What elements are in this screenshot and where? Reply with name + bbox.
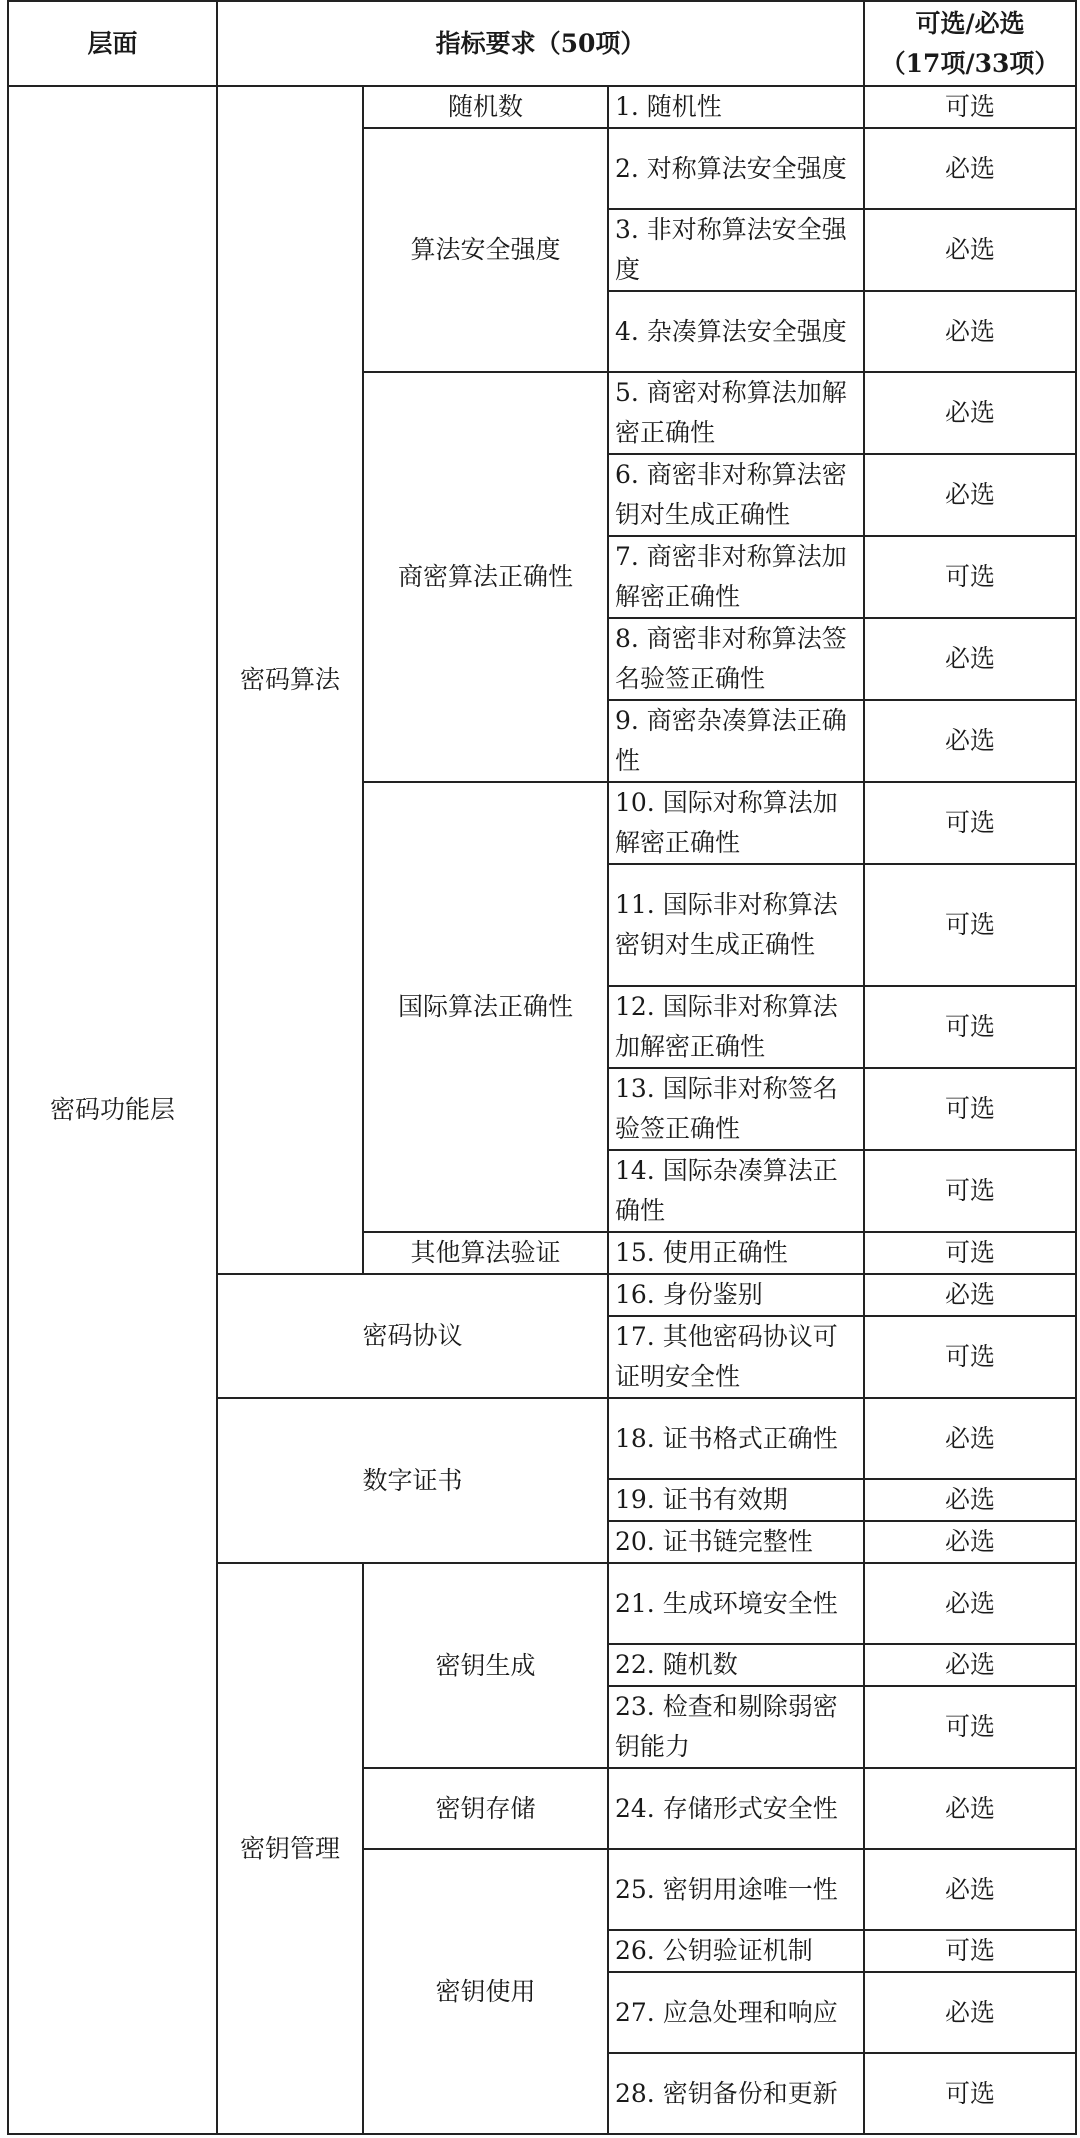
- subcategory-cell: 密钥使用: [363, 1849, 608, 2134]
- subcategory-cell: 国际算法正确性: [363, 782, 608, 1232]
- requirement-cell: 可选: [864, 2053, 1076, 2134]
- item-cell: 15. 使用正确性: [608, 1232, 864, 1274]
- requirement-cell: 可选: [864, 86, 1076, 128]
- item-cell: 14. 国际杂凑算法正确性: [608, 1150, 864, 1232]
- item-cell: 11. 国际非对称算法密钥对生成正确性: [608, 864, 864, 986]
- category-cell: 密钥管理: [217, 1563, 363, 2134]
- requirement-cell: 必选: [864, 1768, 1076, 1849]
- header-optional: [864, 1, 1076, 86]
- requirement-cell: 可选: [864, 1930, 1076, 1972]
- item-cell: 2. 对称算法安全强度: [608, 128, 864, 209]
- requirement-cell: 可选: [864, 1150, 1076, 1232]
- header-optional-line1: 可选/必选: [915, 8, 1025, 38]
- requirement-cell: 必选: [864, 372, 1076, 454]
- requirement-cell: 可选: [864, 1232, 1076, 1274]
- requirement-cell: 必选: [864, 700, 1076, 782]
- requirement-cell: 可选: [864, 1686, 1076, 1768]
- requirement-cell: 必选: [864, 1479, 1076, 1521]
- item-cell: 28. 密钥备份和更新: [608, 2053, 864, 2134]
- requirement-cell: 必选: [864, 1274, 1076, 1316]
- requirement-cell: 必选: [864, 1521, 1076, 1563]
- requirement-cell: 必选: [864, 1849, 1076, 1930]
- requirement-cell: 可选: [864, 864, 1076, 986]
- item-cell: 16. 身份鉴别: [608, 1274, 864, 1316]
- item-cell: 20. 证书链完整性: [608, 1521, 864, 1563]
- requirement-cell: 必选: [864, 128, 1076, 209]
- requirement-cell: 必选: [864, 1398, 1076, 1479]
- header-optional-line2: （17项/33项）: [880, 48, 1060, 78]
- item-cell: 23. 检查和剔除弱密钥能力: [608, 1686, 864, 1768]
- item-cell: 10. 国际对称算法加解密正确性: [608, 782, 864, 864]
- subcategory-cell: 商密算法正确性: [363, 372, 608, 782]
- item-cell: 6. 商密非对称算法密钥对生成正确性: [608, 454, 864, 536]
- requirement-cell: 可选: [864, 536, 1076, 618]
- item-cell: 25. 密钥用途唯一性: [608, 1849, 864, 1930]
- item-cell: 27. 应急处理和响应: [608, 1972, 864, 2053]
- category-cell: 密码协议: [217, 1274, 608, 1398]
- requirement-cell: 必选: [864, 291, 1076, 372]
- layer-cell: 密码功能层: [8, 86, 217, 2134]
- requirement-cell: 可选: [864, 986, 1076, 1068]
- requirement-cell: 必选: [864, 209, 1076, 291]
- header-layer: 层面: [8, 1, 217, 86]
- item-cell: 1. 随机性: [608, 86, 864, 128]
- item-cell: 4. 杂凑算法安全强度: [608, 291, 864, 372]
- item-cell: 21. 生成环境安全性: [608, 1563, 864, 1644]
- item-cell: 19. 证书有效期: [608, 1479, 864, 1521]
- indicator-table: [7, 0, 1077, 2135]
- subcategory-cell: 算法安全强度: [363, 128, 608, 372]
- item-cell: 18. 证书格式正确性: [608, 1398, 864, 1479]
- item-cell: 24. 存储形式安全性: [608, 1768, 864, 1849]
- item-cell: 26. 公钥验证机制: [608, 1930, 864, 1972]
- item-cell: 17. 其他密码协议可证明安全性: [608, 1316, 864, 1398]
- table-header-row: [8, 1, 1076, 86]
- header-indicator: 指标要求（50项）: [217, 1, 864, 86]
- requirement-cell: 可选: [864, 1316, 1076, 1398]
- requirement-cell: 必选: [864, 1972, 1076, 2053]
- table-row: [8, 86, 1076, 128]
- item-cell: 13. 国际非对称签名验签正确性: [608, 1068, 864, 1150]
- subcategory-cell: 随机数: [363, 86, 608, 128]
- subcategory-cell: 密钥生成: [363, 1563, 608, 1768]
- item-cell: 12. 国际非对称算法加解密正确性: [608, 986, 864, 1068]
- category-cell: 密码算法: [217, 86, 363, 1274]
- requirement-cell: 必选: [864, 1563, 1076, 1644]
- item-cell: 9. 商密杂凑算法正确性: [608, 700, 864, 782]
- subcategory-cell: 密钥存储: [363, 1768, 608, 1849]
- requirement-cell: 必选: [864, 1644, 1076, 1686]
- item-cell: 22. 随机数: [608, 1644, 864, 1686]
- requirement-cell: 可选: [864, 1068, 1076, 1150]
- requirement-cell: 可选: [864, 782, 1076, 864]
- item-cell: 3. 非对称算法安全强度: [608, 209, 864, 291]
- item-cell: 7. 商密非对称算法加解密正确性: [608, 536, 864, 618]
- category-cell: 数字证书: [217, 1398, 608, 1563]
- requirement-cell: 必选: [864, 454, 1076, 536]
- subcategory-cell: 其他算法验证: [363, 1232, 608, 1274]
- item-cell: 5. 商密对称算法加解密正确性: [608, 372, 864, 454]
- item-cell: 8. 商密非对称算法签名验签正确性: [608, 618, 864, 700]
- requirement-cell: 必选: [864, 618, 1076, 700]
